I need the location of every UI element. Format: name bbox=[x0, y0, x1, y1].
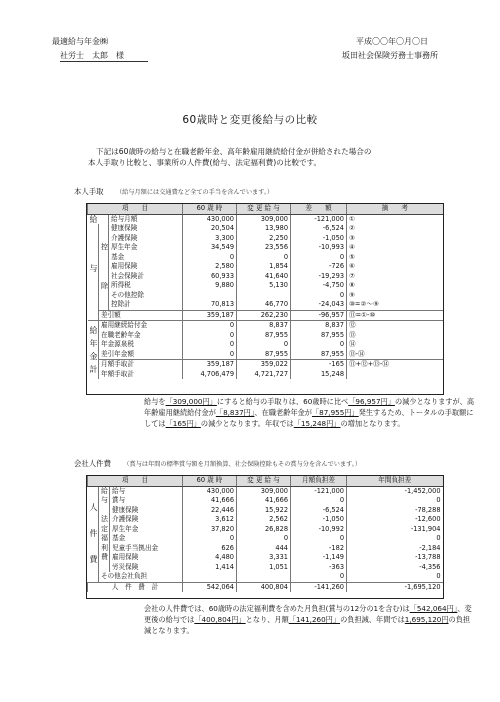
cell-value: 2,250 bbox=[237, 234, 291, 244]
cell-value: 0 bbox=[183, 253, 237, 263]
cell-value: 0 bbox=[291, 572, 347, 582]
summary-text: の増加となります。 bbox=[340, 419, 405, 428]
table-row bbox=[88, 525, 443, 535]
cell-value: 9,880 bbox=[183, 281, 237, 291]
cell-value: 0 bbox=[183, 321, 237, 331]
cell-value: 359,187 bbox=[183, 310, 237, 321]
section1-heading bbox=[74, 186, 273, 197]
subgroup-label-salary bbox=[99, 486, 110, 506]
cell-value bbox=[237, 291, 291, 301]
cell-value: 0 bbox=[237, 253, 291, 263]
cell-value: 0 bbox=[291, 340, 347, 350]
row-label: 人 件 費 計 bbox=[88, 582, 183, 592]
cell-value: -10,993 bbox=[291, 243, 347, 253]
cell-value: -141,260 bbox=[291, 582, 347, 592]
table-row bbox=[88, 243, 443, 253]
cell-value: 0 bbox=[347, 496, 443, 506]
cell-remark: ⑤ bbox=[347, 253, 443, 263]
cell-value: 2,562 bbox=[237, 515, 291, 525]
subgroup-char: 費 bbox=[101, 553, 108, 561]
cell-value: 41,640 bbox=[237, 272, 291, 282]
recipient-company: 最適給与年金㈱ bbox=[52, 37, 108, 46]
cell-value: 0 bbox=[291, 253, 347, 263]
recipient-person: 社労士 太郎 様 bbox=[60, 50, 148, 62]
table-row bbox=[88, 253, 443, 263]
cell-value: -96,957 bbox=[291, 310, 347, 321]
row-label: 賞与 bbox=[110, 496, 183, 506]
table-row bbox=[88, 572, 443, 582]
cell-value: 1,854 bbox=[237, 262, 291, 272]
subgroup-char: 利 bbox=[101, 543, 108, 552]
cell-value: -4,356 bbox=[347, 563, 443, 573]
cell-value: -363 bbox=[291, 563, 347, 573]
cell-value: 37,820 bbox=[183, 525, 237, 535]
row-label: 所得税 bbox=[109, 281, 183, 291]
cell-value: 8,837 bbox=[291, 321, 347, 331]
cell-value: -1,149 bbox=[291, 553, 347, 563]
cell-remark: ④ bbox=[347, 243, 443, 253]
highlighted-amount: 「400,804円」 bbox=[194, 615, 246, 624]
group-char: 人 bbox=[89, 503, 98, 512]
cell-value: 262,230 bbox=[237, 310, 291, 321]
cell-value: 70,813 bbox=[183, 300, 237, 310]
table2-header-item: 項 目 bbox=[88, 476, 183, 486]
document-date: 平成〇〇年〇月〇日 bbox=[356, 37, 428, 46]
sender-office: 坂田社会保険労務士事務所 bbox=[342, 51, 438, 60]
row-label: 給与 bbox=[110, 486, 183, 496]
table-row bbox=[88, 360, 443, 370]
takehome-summary bbox=[144, 396, 474, 429]
cell-value: 430,000 bbox=[183, 486, 237, 496]
cell-value bbox=[183, 572, 237, 582]
cell-value: 0 bbox=[183, 331, 237, 341]
cell-value: -131,904 bbox=[347, 525, 443, 535]
cell-value: 8,837 bbox=[237, 321, 291, 331]
cell-value: 41,666 bbox=[237, 496, 291, 506]
cell-value: 1,414 bbox=[183, 563, 237, 573]
takehome-table bbox=[87, 204, 443, 379]
cell-value: -12,600 bbox=[347, 515, 443, 525]
subgroup-char: 福 bbox=[101, 534, 108, 542]
table-row bbox=[88, 340, 443, 350]
cell-remark: ⑧ bbox=[347, 281, 443, 291]
cell-value: 41,666 bbox=[183, 496, 237, 506]
section2-label: 会社人件費 bbox=[74, 459, 111, 468]
row-label: 基金 bbox=[109, 253, 183, 263]
table1-header-col: 60 歳 時 bbox=[183, 204, 237, 214]
subgroup-label-deduction bbox=[99, 224, 109, 310]
cell-value: -726 bbox=[291, 262, 347, 272]
summary-text: の減少となりますが、高年齢雇用継続給付金が bbox=[144, 397, 475, 417]
summary-text: の負担減、年間では bbox=[340, 615, 405, 624]
summary-text: 発生するため、トータルの手取額にしては bbox=[144, 408, 474, 428]
table-row bbox=[88, 370, 443, 380]
subgroup-blank bbox=[99, 214, 109, 224]
cell-value: 1,051 bbox=[237, 563, 291, 573]
cell-value: 87,955 bbox=[237, 331, 291, 341]
cell-value: 444 bbox=[237, 544, 291, 554]
cell-value: 542,064 bbox=[183, 582, 237, 592]
cell-value bbox=[237, 572, 291, 582]
cell-remark: ⑬-⑭ bbox=[347, 350, 443, 360]
summary-text: の負担減となります。 bbox=[144, 615, 471, 635]
table-row bbox=[88, 281, 443, 291]
row-label: 差引年金額 bbox=[99, 350, 183, 360]
table-row bbox=[88, 515, 443, 525]
row-label: その他会社負担 bbox=[99, 572, 183, 582]
section2-note: （賞与は年間の標準賞与額を月額換算、社会保険控除もその賞与分を含んでいます。） bbox=[123, 461, 362, 468]
row-label: 控除計 bbox=[109, 300, 183, 310]
table2-header-col: 60 歳 時 bbox=[183, 476, 237, 486]
table2-header-col: 年間負担差 bbox=[347, 476, 443, 486]
table-row bbox=[88, 350, 443, 360]
cell-remark: ⑪=①-⑩ bbox=[347, 310, 443, 321]
highlighted-amount: 「542,064円」 bbox=[409, 604, 458, 613]
table1-header-col: 差 額 bbox=[291, 204, 347, 214]
highlighted-amount: 「15,248円」 bbox=[293, 419, 341, 428]
cell-value: -1,695,120 bbox=[347, 582, 443, 592]
summary-text: 会社の人件費では、60歳時の法定福利費を含めた月負担(賞与の12分の1を含む)は bbox=[144, 604, 410, 613]
table-row bbox=[88, 262, 443, 272]
cell-value: 309,000 bbox=[237, 486, 291, 496]
section1-note: （給与月額には交通費など全ての手当を含んでいます。） bbox=[115, 189, 274, 196]
table-row bbox=[88, 582, 443, 592]
cell-value: -19,293 bbox=[291, 272, 347, 282]
row-label: 給与月額 bbox=[109, 214, 183, 224]
cell-remark: ⑫ bbox=[347, 321, 443, 331]
table-row bbox=[88, 496, 443, 506]
group-label-salary-2: 与 bbox=[89, 264, 98, 273]
cell-value: 15,922 bbox=[237, 506, 291, 516]
cell-value: 400,804 bbox=[237, 582, 291, 592]
table1-header-col: 摘 考 bbox=[347, 204, 443, 214]
cell-value: -1,452,000 bbox=[347, 486, 443, 496]
subgroup-char: 与 bbox=[101, 496, 108, 504]
cell-value: 46,770 bbox=[237, 300, 291, 310]
highlighted-amount: 1,695,120円 bbox=[404, 615, 449, 624]
cell-value: 13,980 bbox=[237, 224, 291, 234]
table-row bbox=[88, 486, 443, 496]
cell-value: -13,788 bbox=[347, 553, 443, 563]
cell-value: 0 bbox=[347, 534, 443, 544]
cell-value: 3,300 bbox=[183, 234, 237, 244]
table2-header-row bbox=[88, 476, 443, 486]
row-label: 健康保険 bbox=[109, 224, 183, 234]
summary-text: の減少となります。年収では bbox=[200, 419, 294, 428]
cell-value: 0 bbox=[291, 496, 347, 506]
cell-value: 22,446 bbox=[183, 506, 237, 516]
cell-value: 2,580 bbox=[183, 262, 237, 272]
subgroup-char: 除 bbox=[101, 281, 108, 290]
cell-remark: ⑩=②～⑨ bbox=[347, 300, 443, 310]
summary-text: にすると給与の手取りは、60歳時に比べ bbox=[216, 397, 349, 406]
group-label-pension: 給年金計 bbox=[88, 321, 99, 380]
row-label: その他控除 bbox=[109, 291, 183, 301]
row-label: 厚生年金 bbox=[110, 525, 183, 535]
cell-remark: ⑦ bbox=[347, 272, 443, 282]
cell-value: 0 bbox=[183, 340, 237, 350]
table1-header-col: 変 更 給 与 bbox=[237, 204, 291, 214]
cell-value: -78,288 bbox=[347, 506, 443, 516]
cell-value: -2,184 bbox=[347, 544, 443, 554]
cell-remark: ⑪+⑫+⑬-⑭ bbox=[347, 360, 443, 370]
table-row bbox=[88, 224, 443, 234]
cell-value: 87,955 bbox=[237, 350, 291, 360]
row-label: 労災保険 bbox=[110, 563, 183, 573]
cell-value: 5,130 bbox=[237, 281, 291, 291]
highlighted-amount: 「141,260円」 bbox=[288, 615, 341, 624]
row-label: 厚生年金 bbox=[109, 243, 183, 253]
row-label: 健康保険 bbox=[110, 506, 183, 516]
row-label: 児童手当拠出金 bbox=[110, 544, 183, 554]
cell-value: 20,504 bbox=[183, 224, 237, 234]
group-char: 費 bbox=[89, 555, 98, 564]
cell-value: 3,612 bbox=[183, 515, 237, 525]
highlighted-amount: 「309,000円」 bbox=[165, 397, 217, 406]
table-row bbox=[88, 544, 443, 554]
table-row bbox=[88, 300, 443, 310]
document-title: 60歳時と変更後給与の比較 bbox=[182, 114, 318, 126]
row-label: 年金源泉税 bbox=[99, 340, 183, 350]
subgroup-char: 給 bbox=[101, 487, 108, 495]
row-label: 基金 bbox=[110, 534, 183, 544]
table-row bbox=[88, 310, 443, 321]
row-label: 在職老齢年金 bbox=[99, 331, 183, 341]
summary-text: 、変更後の給与では bbox=[144, 604, 472, 624]
highlighted-amount: 「87,955円」 bbox=[311, 408, 359, 417]
table-row bbox=[88, 553, 443, 563]
section1-label: 本人手取 bbox=[74, 187, 104, 196]
cell-remark: ① bbox=[347, 214, 443, 224]
group-label-labor-cost bbox=[88, 486, 99, 582]
summary-text: 給与を bbox=[144, 397, 166, 406]
cell-value: 309,000 bbox=[237, 214, 291, 224]
cell-remark: ② bbox=[347, 224, 443, 234]
cell-value: 0 bbox=[237, 340, 291, 350]
table-row bbox=[88, 214, 443, 224]
cell-value: 87,955 bbox=[291, 350, 347, 360]
cell-remark: ⑭ bbox=[347, 340, 443, 350]
cell-value: -6,524 bbox=[291, 506, 347, 516]
cell-value: 359,022 bbox=[237, 360, 291, 370]
table-row bbox=[88, 534, 443, 544]
table-row bbox=[88, 291, 443, 301]
row-label: 雇用継続給付金 bbox=[99, 321, 183, 331]
cell-remark bbox=[347, 370, 443, 380]
cell-value: 4,706,479 bbox=[183, 370, 237, 380]
cell-remark: ⑥ bbox=[347, 262, 443, 272]
labor-cost-table bbox=[87, 476, 443, 592]
cell-value: -121,000 bbox=[291, 214, 347, 224]
cell-value: 0 bbox=[237, 534, 291, 544]
table-row bbox=[88, 506, 443, 516]
cell-value: -182 bbox=[291, 544, 347, 554]
cell-value bbox=[183, 291, 237, 301]
labor-cost-summary bbox=[144, 603, 474, 636]
cell-value: 0 bbox=[291, 291, 347, 301]
table1-header-item: 項 目 bbox=[88, 204, 183, 214]
cell-value: 26,828 bbox=[237, 525, 291, 535]
cell-remark: ⑨ bbox=[347, 291, 443, 301]
row-label: 雇用保険 bbox=[109, 262, 183, 272]
cell-remark: ⑬ bbox=[347, 331, 443, 341]
cell-value: -10,992 bbox=[291, 525, 347, 535]
row-label: 月額手取計 bbox=[99, 360, 183, 370]
table-row bbox=[88, 321, 443, 331]
table1-header-row bbox=[88, 204, 443, 214]
row-label: 社会保険計 bbox=[109, 272, 183, 282]
cell-value: 15,248 bbox=[291, 370, 347, 380]
row-label: 年額手取計 bbox=[99, 370, 183, 380]
highlighted-amount: 「8,837円」 bbox=[215, 408, 255, 417]
group-char: 件 bbox=[89, 529, 98, 538]
cell-value: 430,000 bbox=[183, 214, 237, 224]
table-row bbox=[88, 563, 443, 573]
cell-value: 60,933 bbox=[183, 272, 237, 282]
subgroup-char: 法 bbox=[101, 515, 108, 523]
cell-value: 4,480 bbox=[183, 553, 237, 563]
cell-value: 87,955 bbox=[291, 331, 347, 341]
cell-remark: ③ bbox=[347, 234, 443, 244]
cell-value: -1,050 bbox=[291, 234, 347, 244]
cell-value: 359,187 bbox=[183, 360, 237, 370]
highlighted-amount: 「165円」 bbox=[165, 419, 201, 428]
table2-header-col: 月額負担差 bbox=[291, 476, 347, 486]
cell-value: -4,750 bbox=[291, 281, 347, 291]
cell-value: 4,721,727 bbox=[237, 370, 291, 380]
cell-value: -1,050 bbox=[291, 515, 347, 525]
cell-value: 0 bbox=[183, 534, 237, 544]
intro-line-2: 本人手取り比較と、事業所の人件費(給与、法定福利費)の比較です。 bbox=[88, 158, 322, 167]
table2-header-col: 変 更 給 与 bbox=[237, 476, 291, 486]
cell-value: -24,043 bbox=[291, 300, 347, 310]
group-label-salary: 給 bbox=[89, 214, 98, 224]
cell-value: -165 bbox=[291, 360, 347, 370]
summary-text: 、在職老齢年金が bbox=[254, 408, 312, 417]
subgroup-char: 定 bbox=[101, 524, 108, 533]
subgroup-char: 控 bbox=[101, 242, 108, 251]
subgroup-label-welfare bbox=[99, 506, 110, 573]
highlighted-amount: 「96,957円」 bbox=[348, 397, 395, 406]
row-label: 介護保険 bbox=[109, 234, 183, 244]
table-row bbox=[88, 272, 443, 282]
table-row bbox=[88, 331, 443, 341]
summary-text: となり、月額 bbox=[245, 615, 289, 624]
intro-line-1: 下記は60歳時の給与と在職老齢年金、高年齢雇用継続給付金が併給された場合の bbox=[96, 147, 372, 156]
cell-value: 0 bbox=[347, 572, 443, 582]
row-label: 差引額 bbox=[99, 310, 183, 321]
cell-value: -121,000 bbox=[291, 486, 347, 496]
row-label: 介護保険 bbox=[110, 515, 183, 525]
cell-value: 0 bbox=[183, 350, 237, 360]
cell-value: 3,331 bbox=[237, 553, 291, 563]
cell-value: 34,549 bbox=[183, 243, 237, 253]
table-row bbox=[88, 234, 443, 244]
row-label: 雇用保険 bbox=[110, 553, 183, 563]
cell-value: 0 bbox=[291, 534, 347, 544]
cell-value: 626 bbox=[183, 544, 237, 554]
section2-heading bbox=[74, 458, 361, 469]
cell-value: 23,556 bbox=[237, 243, 291, 253]
cell-value: -6,524 bbox=[291, 224, 347, 234]
